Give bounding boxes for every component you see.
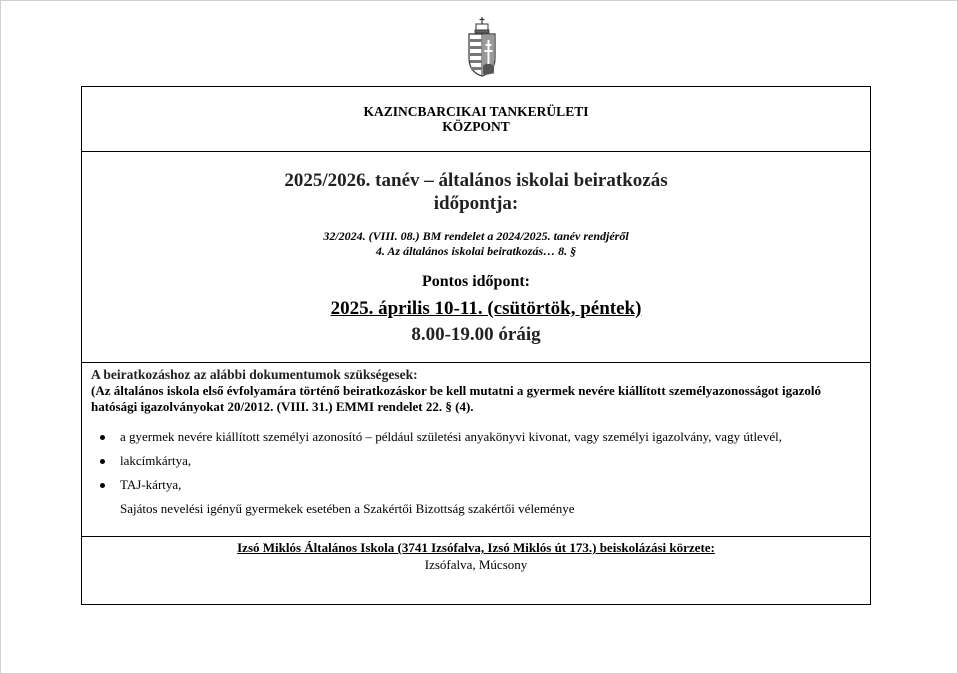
district-section: [82, 537, 870, 604]
legal-reference: [82, 229, 870, 259]
documents-heading: A beiratkozáshoz az alábbi dokumentumok szükségesek:: [91, 367, 418, 382]
org-line-1: KAZINCBARCIKAI TANKERÜLETI: [363, 104, 589, 119]
documents-note: (Az általános iskola első évfolyamára történő beiratkozáskor be kell mutatni a gyermek nevére kiállított személyazonosságot igazoló hatósági igazolványokat 20/2012. (VIII. 31.) EMMI rendelet 22. § (4).: [91, 383, 821, 414]
ref-line-2: 4. Az általános iskolai beiratkozás… 8. §: [375, 244, 577, 258]
organization-name: [82, 87, 870, 134]
list-item: [100, 473, 870, 497]
title-line-2: időpontja:: [433, 193, 519, 214]
notice-table: [81, 86, 871, 605]
list-item: [100, 449, 870, 473]
ref-line-1: 32/2024. (VIII. 08.) BM rendelet a 2024/2025. tanév rendjéről: [323, 229, 629, 243]
documents-list: [82, 425, 870, 497]
announcement-section: [82, 152, 870, 363]
exact-date: 2025. április 10-11. (csütörtök, péntek): [330, 298, 642, 319]
org-line-2: KÖZPONT: [442, 119, 510, 134]
documents-section: [82, 363, 870, 537]
district-places: Izsófalva, Múcsony: [424, 557, 528, 572]
sen-requirement: Sajátos nevelési igényű gyermekek esetében a Szakértői Bizottság szakértői véleménye: [120, 501, 575, 516]
list-item: [100, 425, 870, 449]
exact-time-label: Pontos időpont:: [421, 273, 531, 290]
announcement-title: [82, 152, 870, 215]
list-item-text: a gyermek nevére kiállított személyi azonosító – például születési anyakönyvi kivonat, vagy személyi igazolvány, vagy útlevél,: [120, 429, 782, 444]
district-title: Izsó Miklós Általános Iskola (3741 Izsófalva, Izsó Miklós út 173.) beiskolázási körzete:: [237, 540, 715, 555]
header-section: [82, 87, 870, 152]
bullet-icon: [100, 435, 105, 440]
bullet-icon: [100, 483, 105, 488]
exact-time: 8.00-19.00 óráig: [411, 324, 541, 345]
list-item-text: TAJ-kártya,: [120, 477, 182, 492]
exact-date-row: [82, 298, 870, 320]
title-line-1: 2025/2026. tanév – általános iskolai beiratkozás: [284, 170, 668, 191]
coat-of-arms-icon: [466, 16, 498, 78]
bullet-icon: [100, 459, 105, 464]
list-item-text: lakcímkártya,: [120, 453, 192, 468]
